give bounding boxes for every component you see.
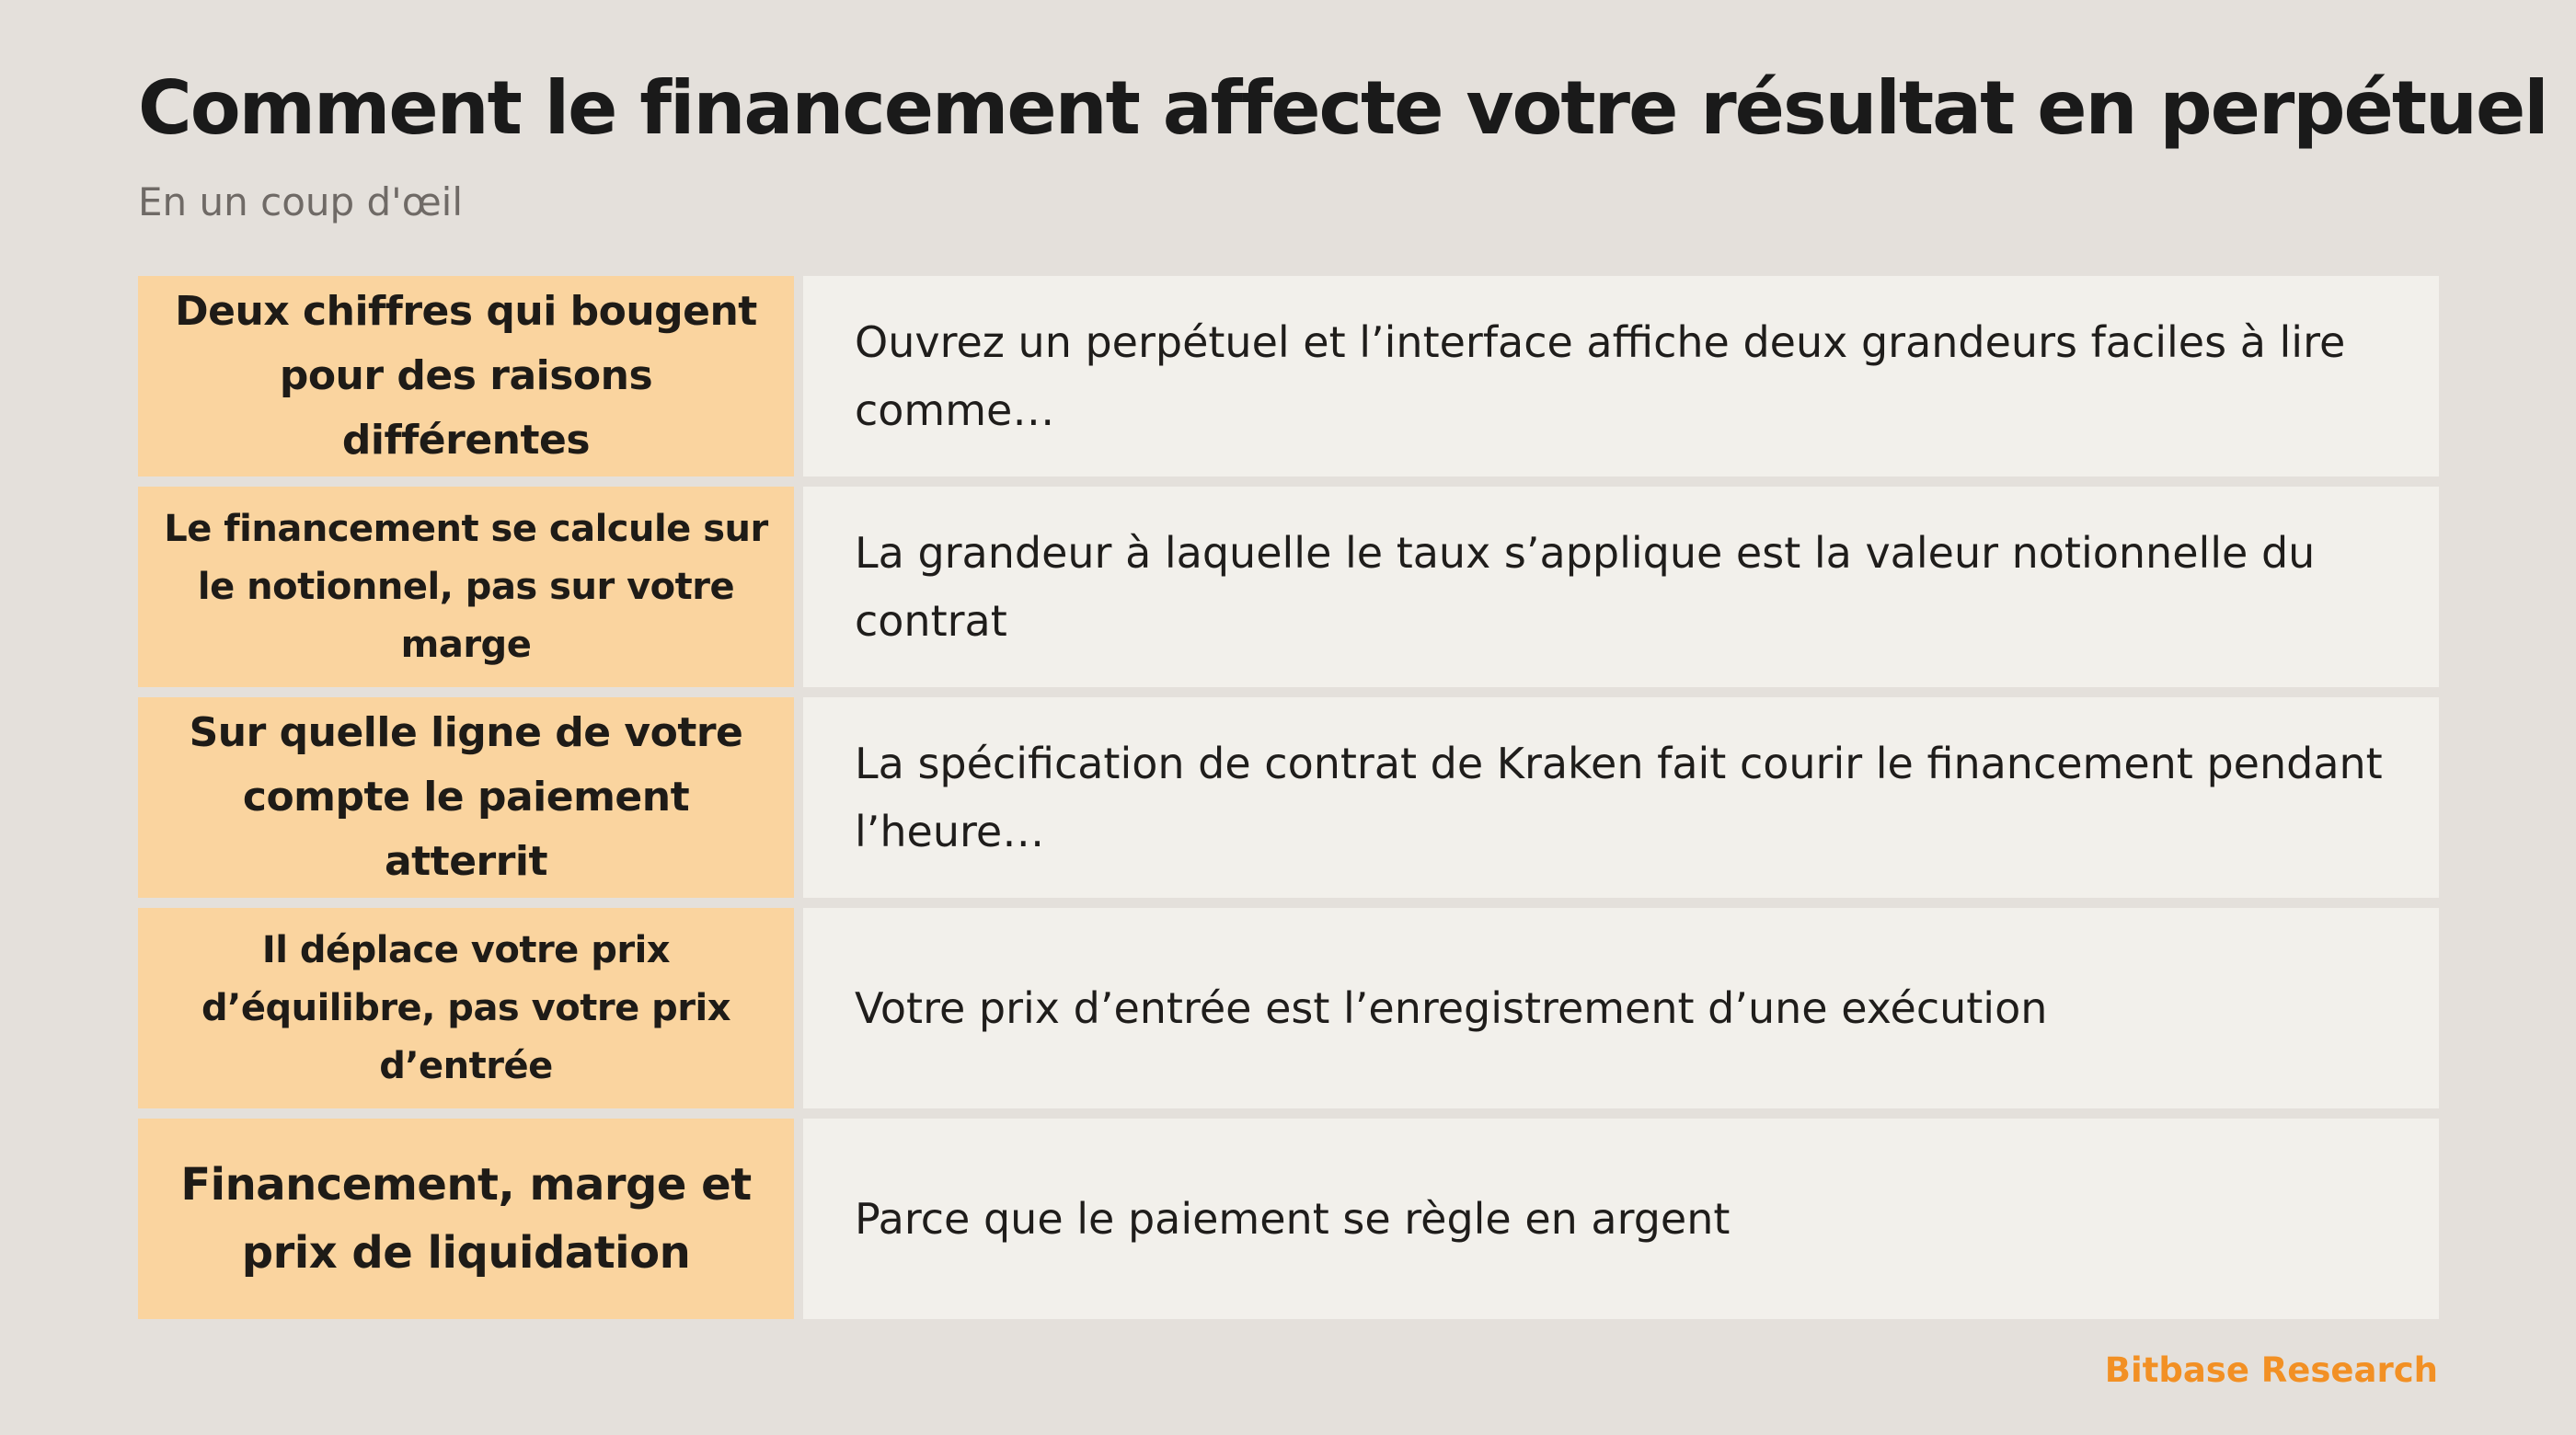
row-label: Financement, marge et prix de liquidation xyxy=(138,1119,794,1319)
row-label: Il déplace votre prix d’équilibre, pas votre prix d’entrée xyxy=(138,908,794,1108)
page-subtitle: En un coup d'œil xyxy=(138,179,464,224)
table-row xyxy=(138,276,2439,476)
row-value: La spécification de contrat de Kraken fait courir le financement pendant l’heure… xyxy=(803,697,2439,898)
table-row xyxy=(138,487,2439,687)
row-value: La grandeur à laquelle le taux s’applique est la valeur notionnelle du contrat xyxy=(803,487,2439,687)
table-row xyxy=(138,908,2439,1108)
summary-table xyxy=(138,276,2439,1319)
row-value: Votre prix d’entrée est l’enregistrement d’une exécution xyxy=(803,908,2439,1108)
row-label: Deux chiffres qui bougent pour des raisons différentes xyxy=(138,276,794,476)
row-value: Ouvrez un perpétuel et l’interface affiche deux grandeurs faciles à lire comme… xyxy=(803,276,2439,476)
table-row xyxy=(138,697,2439,898)
row-value: Parce que le paiement se règle en argent xyxy=(803,1119,2439,1319)
page-title: Comment le financement affecte votre résultat en perpétuel xyxy=(138,65,2547,151)
brand-footer: Bitbase Research xyxy=(2104,1350,2438,1390)
row-label: Sur quelle ligne de votre compte le paiement atterrit xyxy=(138,697,794,898)
row-label: Le financement se calcule sur le notionnel, pas sur votre marge xyxy=(138,487,794,687)
table-row xyxy=(138,1119,2439,1319)
